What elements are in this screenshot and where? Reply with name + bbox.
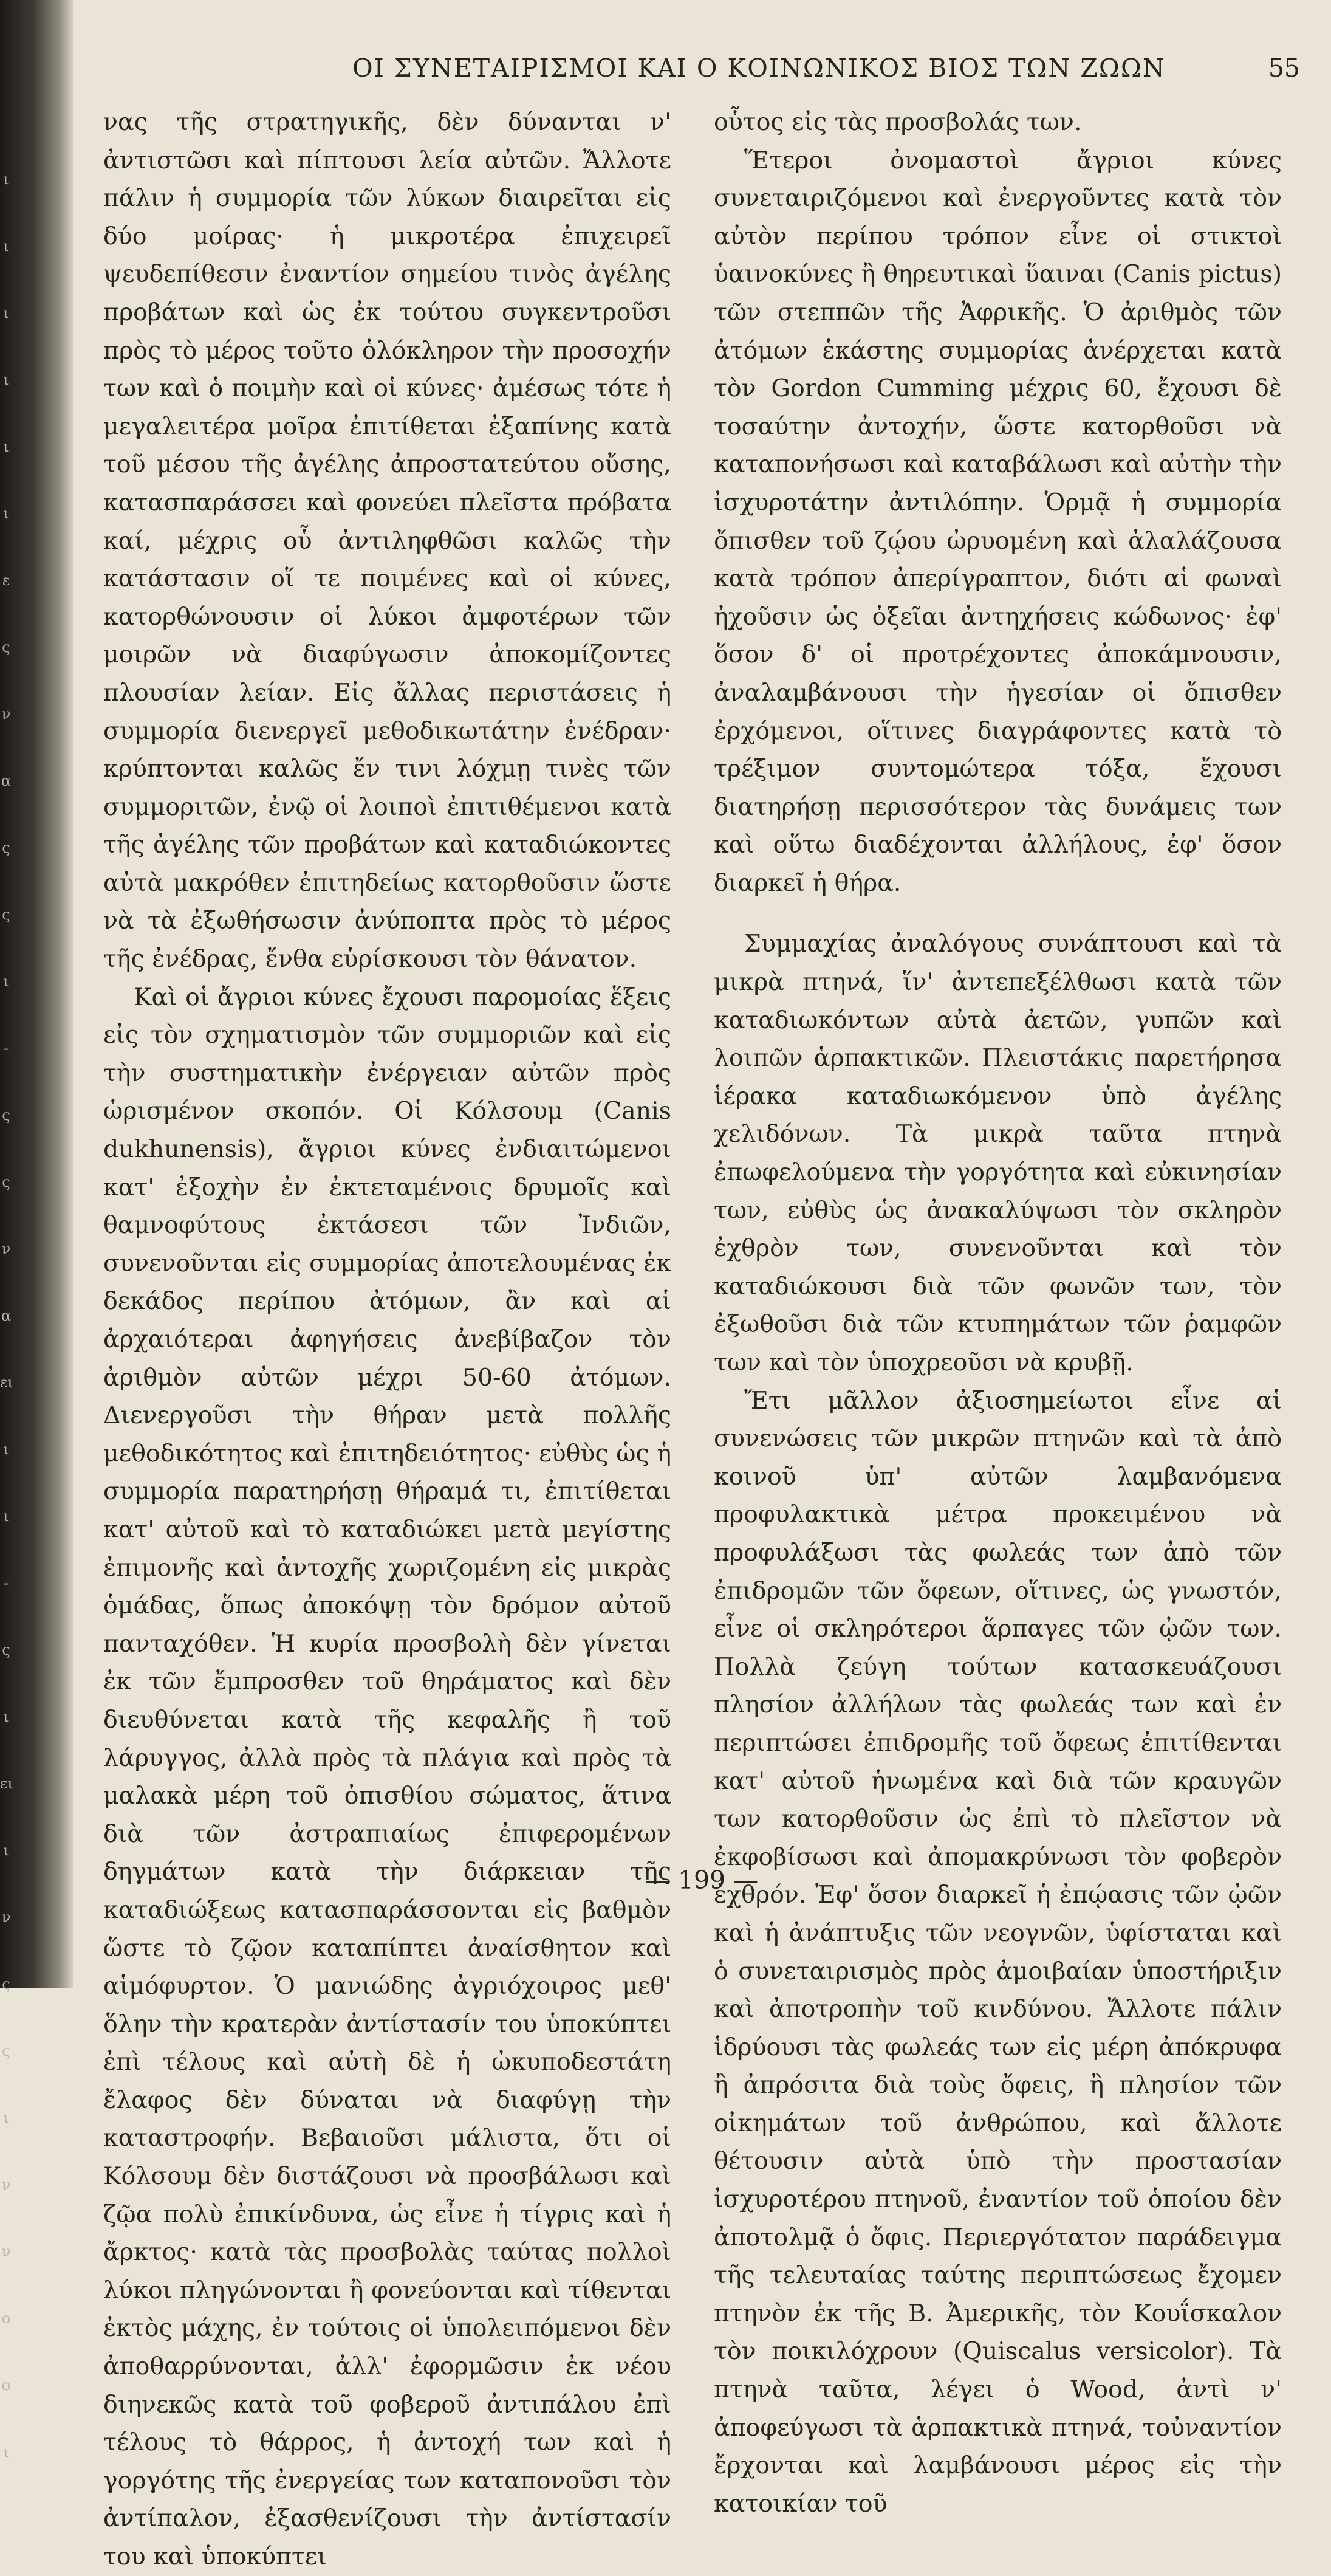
- bleed-letter: α: [1, 772, 12, 789]
- right-column: [714, 103, 1282, 2523]
- paragraph: Συμμαχίας ἀναλόγους συνάπτουσι καὶ τὰ μικρὰ πτηνά, ἵν' ἀντεπεξέλθωσι κατὰ τῶν καταδιωκόντων αὐτὰ ἀετῶν, γυπῶν καὶ λοιπῶν ἁρπακτικῶν. Πλειστάκις παρετήρησα ἱέρακα καταδιωκόμενον ὑπὸ ἀγέλης χελιδόνων. Τὰ μικρὰ ταῦτα πτηνὰ ἐπωφελούμενα τὴν γοργότητα καὶ εὐκινησίαν των, εὐθὺς ὡς ἀνακαλύψωσι τὸν σκληρὸν ἐχθρὸν των, συνενοῦνται καὶ τὸν καταδιώκουσι διὰ τῶν φωνῶν των, τὸν ἐξωθοῦσι διὰ τῶν κτυπημάτων τῶν ῥαμφῶν των καὶ τὸν ὑποχρεοῦσι νὰ κρυβῇ.: [714, 930, 1282, 1376]
- bleed-letter: ι: [3, 505, 9, 522]
- bleed-letter: ι: [3, 1842, 9, 1859]
- bleed-letter: ε: [2, 572, 10, 589]
- paragraph: Ἕτεροι ὀνομαστοὶ ἄγριοι κύνες συνεταιριζόμενοι καὶ ἐνεργοῦντες κατὰ τὸν αὐτὸν περίπου τρόπον εἶνε οἱ στικτοὶ ὑαινοκύνες ἢ θηρευτικαὶ ὕαιναι (Canis pictus) τῶν στεππῶν τῆς Ἀφρικῆς. Ὁ ἀριθμὸς τῶν ἀτόμων ἑκάστης συμμορίας ἀνέρχεται κατὰ τὸν Gordon Cumming μέχρις 60, ἔχουσι δὲ τοσαύτην ἀντοχήν, ὥστε κατορθοῦσι νὰ καταπονήσωσι καὶ καταβάλωσι καὶ αὐτὴν τὴν ἰσχυροτάτην ἀντιλόπην. Ὁρμᾷ ἡ συμμορία ὄπισθεν τοῦ ζῴου ὠρυομένη καὶ ἀλαλάζουσα κατὰ τρόπον ἀπερίγραπτον, διότι αἱ φωναὶ ἠχοῦσιν ὡς ὀξεῖαι ἀντηχήσεις κώδωνος· ἐφ' ὅσον δ' οἱ προτρέχοντες ἀποκάμνουσιν, ἀναλαμβάνουσι τὴν ἡγεσίαν οἱ ὄπισθεν ἐρχόμενοι, οἵτινες διαγράφοντες κατὰ τὸ τρέξιμον συντομώτερα τόξα, ἔχουσι διατηρήσῃ περισσότερον τὰς δυνάμεις των καὶ οὕτω διαδέχονται ἀλλήλους, ἐφ' ὅσον διαρκεῖ ἡ θήρα.: [714, 146, 1282, 897]
- running-head-title: ΟΙ ΣΥΝΕΤΑΙΡΙΣΜΟΙ ΚΑΙ Ο ΚΟΙΝΩΝΙΚΟΣ ΒΙΟΣ ΤΩΝ ΖΩΩΝ: [352, 53, 1166, 83]
- left-column: [103, 103, 671, 2576]
- running-head: [97, 49, 1306, 91]
- paragraph: οὗτος εἰς τὰς προσβολάς των.: [714, 108, 1082, 136]
- book-page: [97, 36, 1306, 2571]
- bleed-letter: -: [3, 1575, 9, 1592]
- bleed-letter: ι: [3, 1708, 9, 1725]
- paragraph: Ἔτι μᾶλλον ἀξιοσημείωτοι εἶνε αἱ συνενώσεις τῶν μικρῶν πτηνῶν καὶ τὰ ἀπὸ κοινοῦ ὑπ' αὐτῶν λαμβανόμενα προφυλακτικὰ μέτρα προκειμένου νὰ προφυλάξωσι τὰς φωλεάς των ἀπὸ τῶν ἐπιδρομῶν τῶν ὄφεων, οἵτινες, ὡς γνωστόν, εἶνε οἱ σκληρότεροι ἅρπαγες τῶν ᾠῶν των. Πολλὰ ζεύγη τούτων κατασκευάζουσι πλησίον ἀλλήλων τὰς φωλεάς των καὶ ἐν περιπτώσει ἐπιδρομῆς τοῦ ὄφεως ἐπιτίθενται κατ' αὐτοῦ ἡνωμένα καὶ διὰ τῶν κραυγῶν των κατορθοῦσιν ὡς ἐπὶ τὸ πλεῖστον νὰ ἐκφοβίσωσι καὶ ἀπομακρύνωσι τὸν φοβερὸν ἐχθρόν. Ἐφ' ὅσον διαρκεῖ ἡ ἐπῴασις τῶν ᾠῶν καὶ ἡ ἀνάπτυξις τῶν νεογνῶν, ὑφίσταται καὶ ὁ συνεταιρισμὸς πρὸς ἀμοιβαίαν ὑποστήριξιν καὶ ἀποτροπὴν τοῦ κινδύνου. Ἄλλοτε πάλιν ἱδρύουσι τὰς φωλεάς των εἰς μέρη ἀπόκρυφα ἢ ἀπρόσιτα διὰ τοὺς ὄφεις, ἢ πλησίον τῶν οἰκημάτων τοῦ ἀνθρώπου, καὶ ἄλλοτε θέτουσιν αὐτὰ ὑπὸ τὴν προστασίαν ἰσχυροτέρου πτηνοῦ, ἐναντίον τοῦ ὁποίου δὲν ἀποτολμᾷ ὁ ὄφις. Περιεργότατον παράδειγμα τῆς τελευταίας ταύτης περιπτώσεως ἔχομεν πτηνὸν ἐκ τῆς Β. Ἀμερικῆς, τὸν Κουΐσκαλον τὸν ποικιλόχρουν (Quiscalus versicolor). Τὰ πτηνὰ ταῦτα, λέγει ὁ Wood, ἀντὶ ν' ἀποφεύγωσι τὰ ἁρπακτικὰ πτηνά, τοὐναντίον ἔρχονται καὶ λαμβάνουσι μέρος εἰς τὴν κατοικίαν τοῦ: [714, 1386, 1282, 2518]
- bleed-letter: ς: [2, 639, 10, 656]
- bleed-letter: ι: [3, 2444, 9, 2461]
- bleed-letter: ι: [3, 438, 9, 455]
- bleed-letter: ι: [3, 2109, 9, 2126]
- page-number: 55: [1268, 53, 1300, 83]
- bleed-letter: -: [3, 1040, 9, 1057]
- bleed-letter: ει: [0, 1775, 13, 1792]
- bleed-letter: ν: [1, 2243, 11, 2260]
- bleed-letter: ς: [2, 1107, 10, 1124]
- paragraph: νας τῆς στρατηγικῆς, δὲν δύνανται ν' ἀντιστῶσι καὶ πίπτουσι λεία αὐτῶν. Ἄλλοτε πάλιν ἡ συμμορία τῶν λύκων διαιρεῖται εἰς δύο μοίρας· ἡ μικροτέρα ἐπιχειρεῖ ψευδεπίθεσιν ἐναντίον σημείου τινὸς ἀγέλης προβάτων καὶ ὡς ἐκ τούτου συγκεντροῦσι πρὸς τὸ μέρος τοῦτο ὁλόκληρον τὴν προσοχήν των καὶ ὁ ποιμὴν καὶ οἱ κύνες· ἀμέσως τότε ἡ μεγαλειτέρα μοῖρα ἐπιτίθεται ἐξαπίνης κατὰ τοῦ μέσου τῆς ἀγέλης ἀπροστατεύτου οὔσης, κατασπαράσσει καὶ φονεύει πλεῖστα πρόβατα καί, μέχρις οὗ ἀντιληφθῶσι καλῶς τὴν κατάστασιν οἵ τε ποιμένες καὶ οἱ κύνες, κατορθώνουσιν οἱ λύκοι ἀμφοτέρων τῶν μοιρῶν νὰ διαφύγωσιν ἀποκομίζοντες πλουσίαν λείαν. Εἰς ἄλλας περιστάσεις ἡ συμμορία διενεργεῖ μεθοδικωτάτην ἐνέδραν· κρύπτονται καλῶς ἔν τινι λόχμῃ τινὲς τῶν συμμοριτῶν, ἐνῷ οἱ λοιποὶ ἐπιτιθέμενοι κατὰ τῆς ἀγέλης τῶν προβάτων καὶ καταδιώκοντες αὐτὰ μακρόθεν ἐπιτηδείως κατορθοῦσιν ὥστε νὰ τὰ ἐξωθήσωσιν ἀνύποπτα πρὸς τὸ μέρος τῆς ἐνέδρας, ἔνθα εὑρίσκουσι τὸν θάνατον.: [103, 108, 671, 974]
- bleed-letter: ν: [1, 1240, 11, 1257]
- bleed-letter: α: [1, 1307, 12, 1324]
- bleed-letter: ς: [2, 1641, 10, 1658]
- paragraph: Καὶ οἱ ἄγριοι κύνες ἔχουσι παρομοίας ἕξεις εἰς τὸν σχηματισμὸν τῶν συμμοριῶν καὶ εἰς τὴν συστηματικὴν ἐνέργειαν αὐτῶν πρὸς ὡρισμένον σκοπόν. Οἱ Κόλσουμ (Canis dukhunensis), ἄγριοι κύνες ἐνδιαιτώμενοι κατ' ἐξοχὴν ἐν ἐκτεταμένοις δρυμοῖς καὶ θαμνοφύτους ἐκτάσεσι τῶν Ἰνδιῶν, συνενοῦνται εἰς συμμορίας ἀποτελουμένας ἐκ δεκάδος περίπου ἀτόμων, ἂν καὶ αἱ ἀρχαιότεραι ἀφηγήσεις ἀνεβίβαζον τὸν ἀριθμὸν αὐτῶν μέχρι 50-60 ἀτόμων. Διενεργοῦσι τὴν θήραν μετὰ πολλῆς μεθοδικότητος καὶ ἐπιτηδειότητος· εὐθὺς ὡς ἡ συμμορία παρατηρήσῃ θήραμά τι, ἐπιτίθεται κατ' αὐτοῦ καὶ τὸ καταδιώκει μετὰ μεγίστης ἐπιμονῆς καὶ ἀντοχῆς χωριζομένη εἰς μικρὰς ὁμάδας, ὅπως ἀποκόψῃ τὸν δρόμον αὐτοῦ πανταχόθεν. Ἡ κυρία προσβολὴ δὲν γίνεται ἐκ τῶν ἔμπροσθεν τοῦ θηράματος καὶ δὲν διευθύνεται κατὰ τῆς κεφαλῆς ἢ τοῦ λάρυγγος, ἀλλὰ πρὸς τὰ πλάγια καὶ πρὸς τὰ μαλακὰ μέρη τοῦ ὀπισθίου σώματος, ἅτινα διὰ τῶν ἀστραπιαίως ἐπιφερομένων δηγμάτων κατὰ τὴν διάρκειαν τῆς καταδιώξεως κατασπαράσσονται εἰς βαθμὸν ὥστε τὸ ζῷον καταπίπτει ἀναίσθητον καὶ αἱμόφυρτον. Ὁ μανιώδης ἀγριόχοιρος μεθ' ὅλην τὴν κρατερὰν ἀντίστασίν του ὑποκύπτει ἐπὶ τέλους καὶ αὐτὴ δὲ ἡ ὠκυποδεστάτη ἔλαφος δὲν δύναται νὰ διαφύγῃ τὴν καταστροφήν. Βεβαιοῦσι μάλιστα, ὅτι οἱ Κόλσουμ δὲν διστάζουσι νὰ προσβάλωσι καὶ ζῷα πολὺ ἐπικίνδυνα, ὡς εἶνε ἡ τίγρις καὶ ἡ ἄρκτος· κατὰ τὰς προσβολὰς ταύτας πολλοὶ λύκοι πληγώνονται ἢ φονεύονται καὶ τίθενται ἐκτὸς μάχης, ἐν τούτοις οἱ ὑπολειπόμενοι δὲν ἀποθαρρύνονται, ἀλλ' ἐφορμῶσιν ἐκ νέου διηνεκῶς κατὰ τοῦ φοβεροῦ ἀντιπάλου ἐπὶ τέλους τὸ θάρρος, ἡ ἀντοχή των καὶ ἡ γοργότης τῆς ἐνεργείας των καταπονοῦσι τὸν ἀντίπαλον, ἐξασθενίζουσι τὴν ἀντίστασίν του καὶ ὑποκύπτει: [103, 983, 671, 2571]
- bleed-letter: ς: [2, 2042, 10, 2059]
- bleed-letter: ι: [3, 371, 9, 388]
- bleed-letter: ς: [2, 839, 10, 856]
- bleed-letter: ει: [0, 1374, 13, 1391]
- bleed-letter: ς: [2, 1976, 10, 1993]
- bleed-letter: ν: [1, 2176, 11, 2193]
- bleed-letter: ν: [1, 706, 11, 723]
- bleed-letter: ι: [3, 304, 9, 321]
- bleed-letter: ι: [3, 238, 9, 255]
- folio-number: — 199 —: [645, 1866, 759, 1895]
- bleed-letter: ς: [2, 906, 10, 923]
- bleed-letter: ς: [2, 1173, 10, 1190]
- bleed-letter: ι: [3, 171, 9, 188]
- book-binding-shadow: [0, 0, 73, 2461]
- bleed-through-letters: [0, 146, 12, 2485]
- bleed-letter: ο: [1, 2310, 11, 2327]
- bleed-letter: ο: [1, 2377, 11, 2394]
- bleed-letter: ι: [3, 973, 9, 990]
- bleed-letter: ι: [3, 1508, 9, 1525]
- bleed-letter: ι: [3, 1441, 9, 1458]
- bleed-letter: ν: [1, 1909, 11, 1926]
